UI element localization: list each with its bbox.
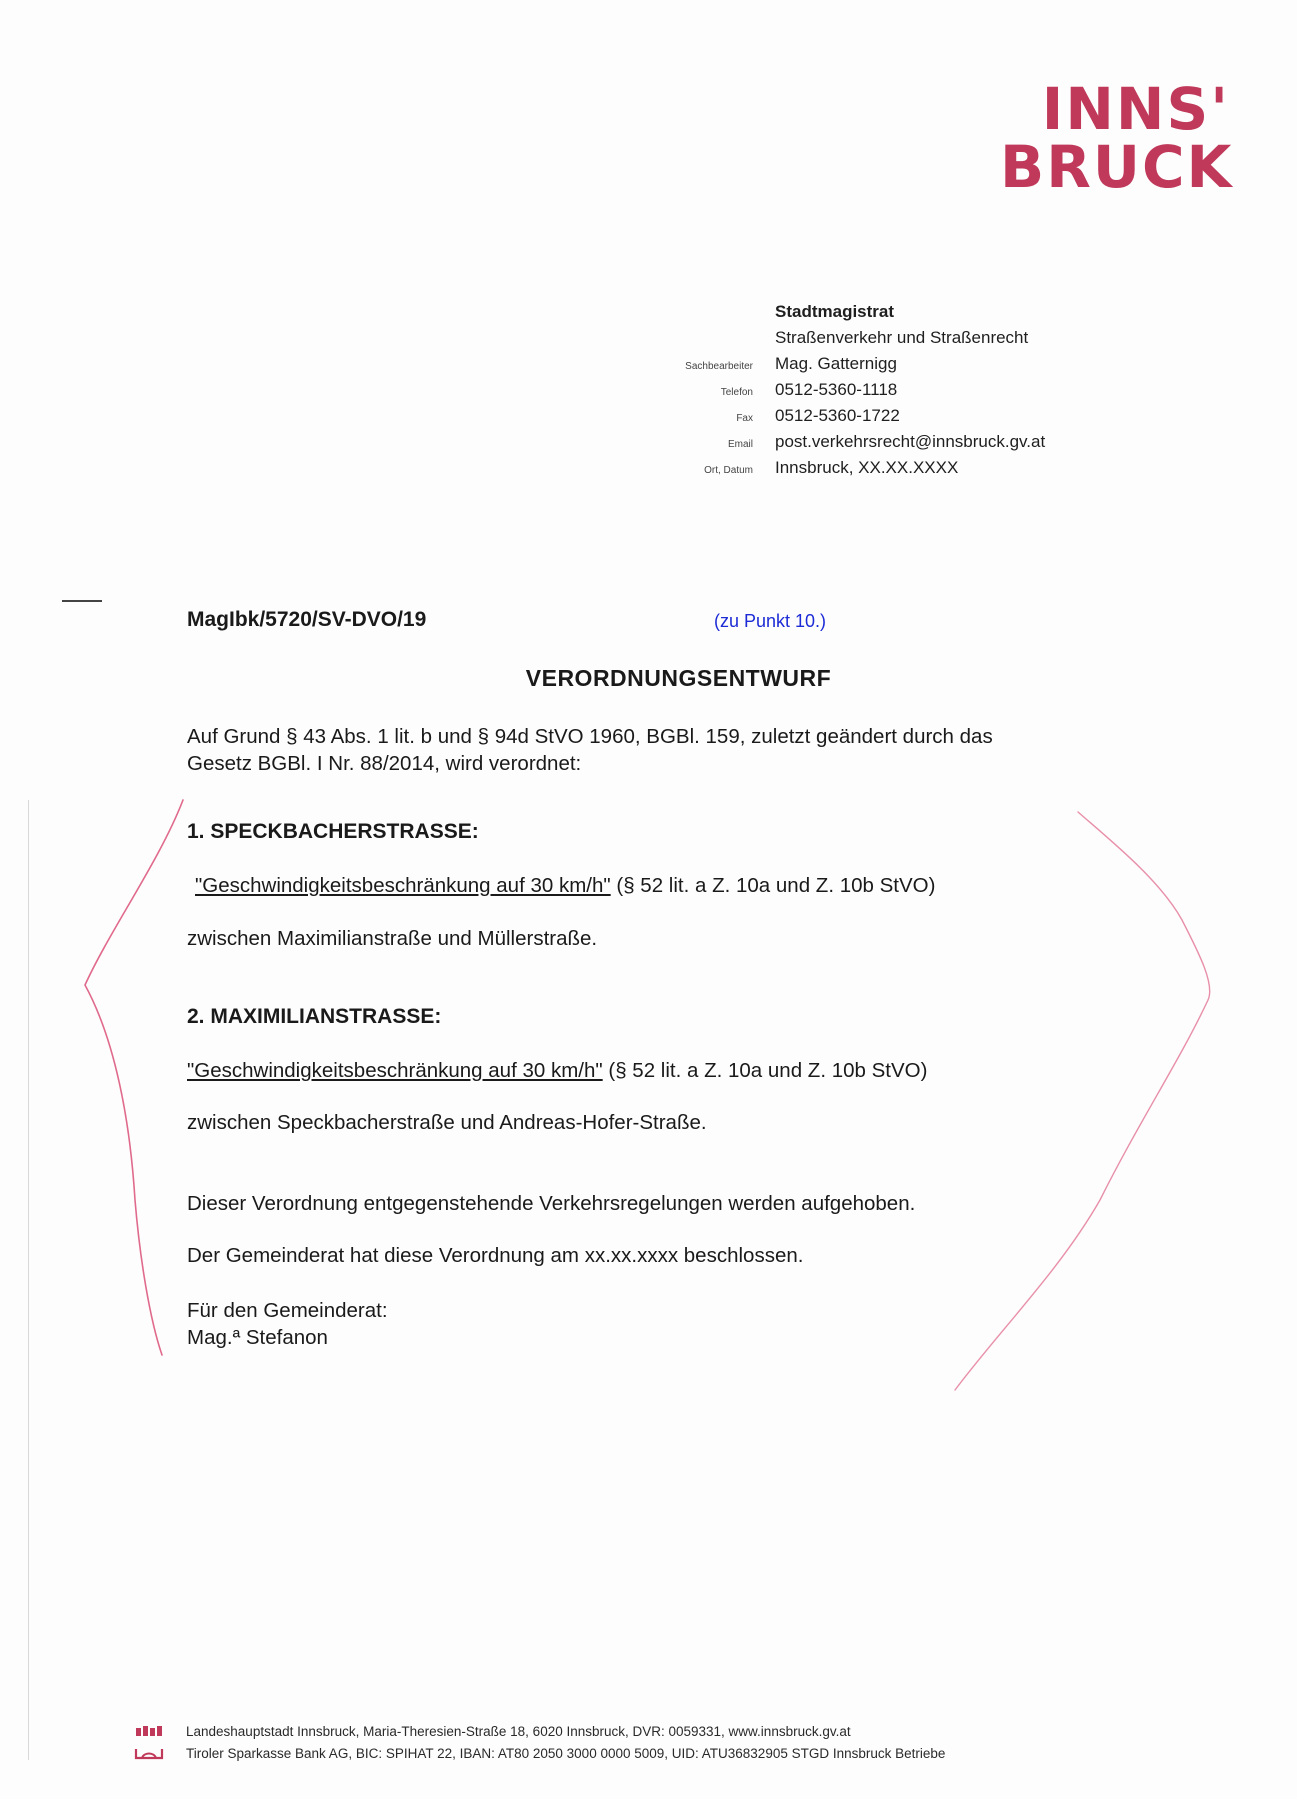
- contact-label-place-date: Ort, Datum: [704, 465, 753, 476]
- reference-number: MagIbk/5720/SV-DVO/19: [187, 608, 427, 631]
- contact-value-email: post.verkehrsrecht@innsbruck.gv.at: [775, 432, 1046, 451]
- bridge-icon: [134, 1746, 174, 1760]
- section-2-measure: [187, 1057, 1147, 1084]
- logo-line-1: INNS': [1041, 75, 1230, 143]
- logo-line-2: BRUCK: [1000, 133, 1234, 201]
- contact-block: [640, 302, 1120, 484]
- footer-bank-line: Tiroler Sparkasse Bank AG, BIC: SPIHAT 22, IBAN: AT80 2050 3000 0000 5009, UID: ATU36832905 STGD Innsbruck Betriebe: [186, 1745, 946, 1761]
- department-name: Stadtmagistrat: [775, 302, 895, 321]
- section-2-heading: 2. MAXIMILIANSTRASSE:: [187, 1005, 442, 1028]
- contact-row-email: [640, 432, 1120, 458]
- footer-row-2: [134, 1742, 1234, 1764]
- section-1-measure-title: "Geschwindigkeitsbeschränkung auf 30 km/h": [195, 874, 611, 897]
- signature-name: Mag.ª Stefanon: [187, 1326, 328, 1349]
- innsbruck-logo: [1000, 75, 1234, 201]
- contact-label-phone: Telefon: [720, 387, 753, 398]
- scan-edge-line: [28, 800, 29, 1760]
- contact-row-place-date: [640, 458, 1120, 484]
- agenda-note: (zu Punkt 10.): [714, 611, 827, 631]
- contact-label-email: Email: [727, 439, 753, 450]
- intro-paragraph: [187, 723, 1147, 777]
- signature-line-1: Für den Gemeinderat:: [187, 1299, 388, 1322]
- contact-row-clerk: [640, 354, 1120, 380]
- document-title: VERORDNUNGSENTWURF: [525, 665, 832, 691]
- section-1-measure: [195, 872, 1155, 899]
- signature-block: [187, 1297, 1147, 1351]
- page-footer: [134, 1720, 1234, 1764]
- city-crest-icon: [134, 1724, 174, 1738]
- section-2-measure-title: "Geschwindigkeitsbeschränkung auf 30 km/h": [187, 1059, 603, 1082]
- contact-label-clerk: Sachbearbeiter: [685, 361, 753, 372]
- intro-line-1: Auf Grund § 43 Abs. 1 lit. b und § 94d StVO 1960, BGBl. 159, zuletzt geändert durch das: [187, 725, 993, 748]
- contact-value-phone: 0512-5360-1118: [775, 380, 898, 399]
- section-1-legal-reference: (§ 52 lit. a Z. 10a und Z. 10b StVO): [610, 874, 936, 897]
- section-2-legal-reference: (§ 52 lit. a Z. 10a und Z. 10b StVO): [602, 1059, 928, 1082]
- footer-address-line: Landeshauptstadt Innsbruck, Maria-Theresien-Straße 18, 6020 Innsbruck, DVR: 0059331, www.innsbruck.gv.at: [186, 1723, 851, 1739]
- contact-value-clerk: Mag. Gatternigg: [775, 354, 897, 373]
- section-1-heading: 1. SPECKBACHERSTRASSE:: [187, 820, 479, 843]
- footer-row-1: [134, 1720, 1234, 1742]
- pen-mark-left: [85, 800, 183, 1355]
- section-1-extent: zwischen Maximilianstraße und Müllerstraße.: [187, 927, 598, 950]
- section-2-extent: zwischen Speckbacherstraße und Andreas-Hofer-Straße.: [187, 1111, 707, 1134]
- contact-value-fax: 0512-5360-1722: [775, 406, 900, 425]
- division-name: Straßenverkehr und Straßenrecht: [775, 328, 1029, 347]
- intro-line-2: Gesetz BGBl. I Nr. 88/2014, wird verordnet:: [187, 752, 582, 775]
- margin-tick-mark: [62, 600, 102, 602]
- resolution-statement: Der Gemeinderat hat diese Verordnung am xx.xx.xxxx beschlossen.: [187, 1244, 804, 1267]
- repeal-clause: Dieser Verordnung entgegenstehende Verkehrsregelungen werden aufgehoben.: [187, 1192, 916, 1215]
- contact-value-place-date: Innsbruck, XX.XX.XXXX: [775, 458, 959, 477]
- contact-row-fax: [640, 406, 1120, 432]
- contact-label-fax: Fax: [736, 413, 753, 424]
- contact-row-phone: [640, 380, 1120, 406]
- contact-department-row: [640, 302, 1120, 328]
- contact-division-row: [640, 328, 1120, 354]
